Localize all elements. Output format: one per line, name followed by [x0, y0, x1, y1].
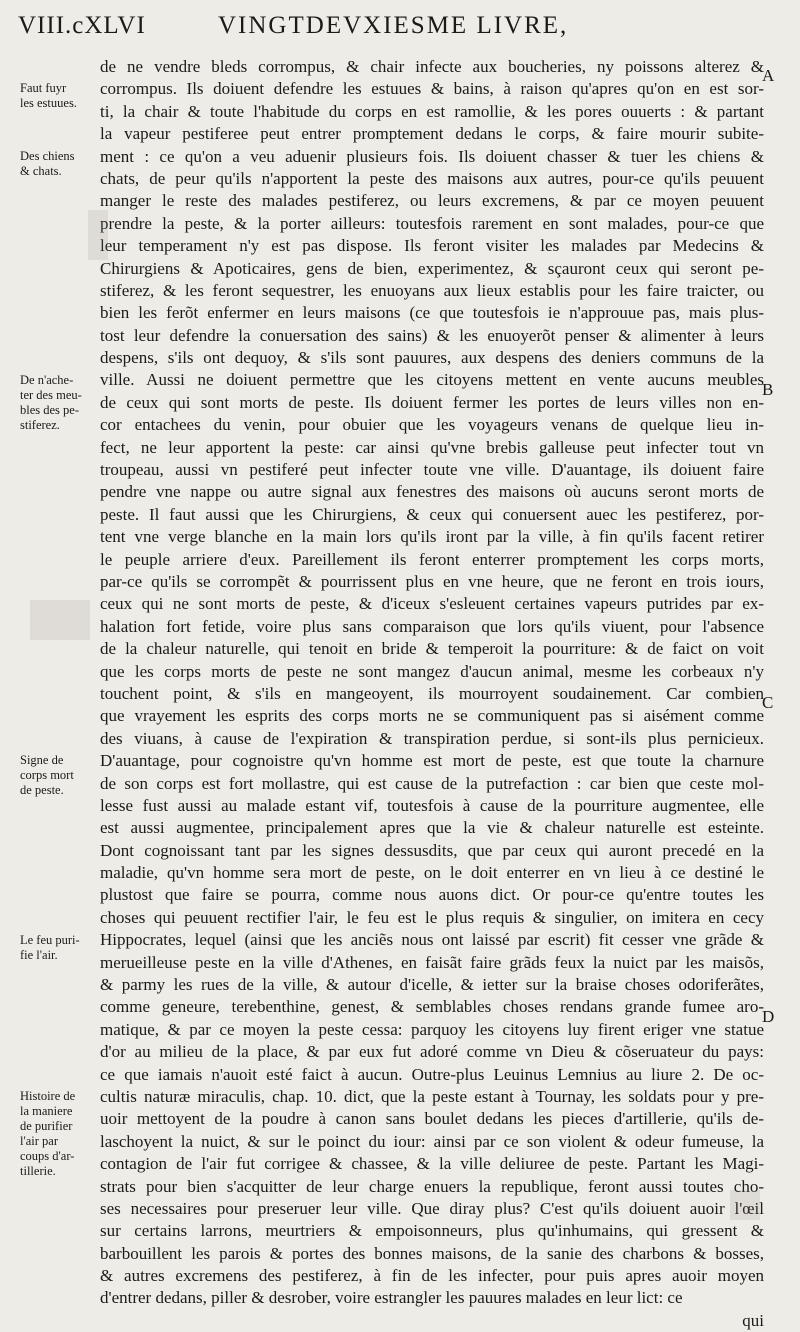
- text-line: corrompus. Ils doiuent defendre les estuues & bains, à raison qu'apres qu'on en est sor-: [100, 79, 764, 99]
- side-note-line: Signe de: [20, 753, 64, 768]
- text-line: despens, s'ils ont dequoy, & s'ils sont pauures, aux despens des deniers communs de la: [100, 348, 764, 368]
- side-note-line: Le feu puri-: [20, 932, 80, 947]
- text-line: barbouillent les parois & portes des bonnes maisons, de la sanie des charbons & bosses,: [100, 1243, 764, 1263]
- side-note-line: l'air par: [20, 1134, 58, 1149]
- text-line: maladie, qu'vn homme sera mort de peste, on le doit enterrer en vn lieu à ce destiné le: [100, 863, 764, 883]
- text-line: laschoyent la nuict, & sur le poinct du iour: ainsi par ce son violent & odeur fumeuse, la: [100, 1131, 764, 1151]
- text-line: & parmy les rues de la ville, & autour d'icelle, & ietter sur la braise choses odoriferãtes,: [100, 975, 764, 995]
- side-note: [20, 373, 100, 433]
- text-line: ses necessaires pour preseruer leur ville. Que diray plus? C'est qu'ils doiuent auoir l'œil: [100, 1198, 764, 1218]
- text-line: uoir mettoyent de la poudre à canon sans boulet dedans les pieces d'artillerie, qu'ils de-: [100, 1109, 764, 1129]
- side-note: [20, 81, 100, 111]
- side-note-line: de purifier: [20, 1119, 73, 1134]
- side-note: [20, 753, 100, 798]
- side-note-line: fie l'air.: [20, 947, 58, 962]
- bleed-through-smudge: [88, 210, 108, 260]
- side-note: [20, 933, 100, 963]
- text-line: choses qui peuuent rectifier l'air, le feu est le plus requis & singulier, on imitera en cecy: [100, 907, 764, 927]
- running-header: [18, 6, 778, 46]
- text-line: cor entachees du venin, pour obuier que les voyageurs venans de quelque lieu in-: [100, 415, 764, 435]
- text-line: par-ce qu'ils se corrompẽt & pourrissent plus en vne heure, que ne feront en trois iours,: [100, 571, 764, 591]
- text-line: matique, & par ce moyen la peste cessa: parquoy les citoyens luy firent eriger vne statue: [100, 1019, 764, 1039]
- text-line: halation fort fetide, voire plus sans comparaison que lors qu'ils viuent, pour l'absence: [100, 616, 764, 636]
- side-note-line: bles des pe-: [20, 402, 80, 417]
- text-line: sur certains larrons, meurtriers & empoisonneurs, plus qu'inhumains, qui gressent &: [100, 1221, 764, 1241]
- side-note-line: stiferez.: [20, 417, 60, 432]
- text-line: chats, de peur qu'ils n'apportent la peste des maisons aux autres, pour-ce qu'ils peuuent: [100, 168, 764, 188]
- text-line: de ceux qui sont morts de peste. Ils doiuent fermer les portes de leurs villes non en-: [100, 392, 764, 412]
- text-line: stiferez, & les feront sequestrer, les enuoyans aux lieux establis pour les faire traicter, ou: [100, 280, 764, 300]
- text-line: leur temperament n'y est pas dispose. Ils feront visiter les malades par Medecins &: [100, 236, 764, 256]
- text-line: ti, la chair & toute l'habitude du corps en est ramollie, & les pores ouuerts : & partant: [100, 101, 764, 121]
- text-line: ceux qui ne sont morts de peste, & d'iceux s'esleuent certaines vapeurs putrides par ex-: [100, 594, 764, 614]
- text-line: pendre vne nappe ou autre signal aux fenestres des maisons où aucuns seront morts de: [100, 482, 764, 502]
- side-note: [20, 149, 100, 179]
- text-line: Chirurgiens & Apoticaires, gens de bien, experimentez, & sçauront ceux qui seront pe-: [100, 258, 764, 278]
- text-line: manger le reste des malades pestiferez, ou leurs excremens, & par ce moyen peuuent: [100, 191, 764, 211]
- text-line: des viuans, à cause de l'expiration & transpiration perdue, si sont-ils plus pernicieux.: [100, 728, 764, 748]
- text-line: le peuple arriere d'eux. Pareillement ils feront enterrer promptement les corps morts,: [100, 549, 764, 569]
- text-line: peste. Il faut aussi que les Chirurgiens, & ceux qui conuersent auec les pestiferez, por-: [100, 504, 764, 524]
- text-line: cultis naturæ miraculis, chap. 10. dict, que la peste estant à Tournay, les soldats pour y pre-: [100, 1086, 764, 1106]
- text-line: lesse fust aussi au malade estant vif, toutesfois à cause de la pourriture augmentee, elle: [100, 795, 764, 815]
- text-line: tent vne verge blanche en la main lors qu'ils iront par la ville, à fin qu'ils facent retirer: [100, 527, 764, 547]
- side-note-line: Faut fuyr: [20, 81, 67, 96]
- text-line: tost leur defendre la conuersation des sains) & les enuoyerõt penser & alimenter à leurs: [100, 325, 764, 345]
- text-line: de ne vendre bleds corrompus, & chair infecte aux boucheries, ny poissons alterez &: [100, 57, 764, 76]
- side-note-line: les estuues.: [20, 96, 77, 111]
- side-note-line: coups d'ar-: [20, 1149, 75, 1164]
- text-line: bien les ferõt enfermer en leurs maisons (ce que toutesfois ie n'approuue pas, mais plus-: [100, 303, 764, 323]
- side-note-line: Histoire de: [20, 1089, 76, 1104]
- folio-number: VIII.cXLVI: [18, 12, 146, 39]
- main-text-block: [100, 56, 764, 1332]
- text-line: de son corps est fort mollastre, qui est cause de la putrefaction : car bien que ceste mol-: [100, 773, 764, 793]
- text-line: ment : ce qu'on a veu aduenir plusieurs fois. Ils doiuent chasser & tuer les chiens &: [100, 146, 764, 166]
- text-line: plustost que faire se pourra, comme nous auons dict. Or pour-ce qu'entre toutes les: [100, 885, 764, 905]
- side-note-line: ter des meu-: [20, 387, 82, 402]
- side-note-line: De n'ache-: [20, 372, 74, 387]
- text-line: Dont cognoissant tant par les signes dessusdits, que par ceux qui auront precedé en la: [100, 840, 764, 860]
- text-line: est aussi augmentee, principalement apres que la vie & chaleur naturelle est esteinte.: [100, 818, 764, 838]
- side-note-line: de peste.: [20, 783, 64, 798]
- running-title: VINGTDEVXIESME LIVRE,: [218, 12, 569, 39]
- section-letter: C: [762, 693, 774, 713]
- side-note-line: tillerie.: [20, 1164, 56, 1179]
- section-letter: B: [762, 379, 774, 399]
- side-note-line: la maniere: [20, 1104, 73, 1119]
- text-line: troupeau, aussi vn pestiferé peut infecter toute vne ville. D'auantage, ils doiuent faire: [100, 460, 764, 480]
- text-line: de la chaleur naturelle, qui tenoit en bride & temperoit la pourriture: & de faict on voit: [100, 639, 764, 659]
- text-line: ce que iamais n'auoit esté faict à aucun. Outre-plus Leuinus Lemnius au liure 2. De oc-: [100, 1064, 764, 1084]
- text-line: contagion de l'air fut corrigee & chassee, & la ville deliuree de peste. Partant les Magi-: [100, 1154, 764, 1174]
- side-note-line: Des chiens: [20, 148, 75, 163]
- text-line: merueilleuse peste en la ville d'Athenes, en faisãt faire grãds feux la nuict par les maisõs,: [100, 952, 764, 972]
- side-note: [20, 1089, 100, 1179]
- text-line: d'entrer dedans, piller & desrober, voire estrangler les pauures malades en leur lict: ce: [100, 1288, 683, 1308]
- text-line: touchent point, & s'ils en mangeoyent, ils mourroyent soudainement. Car combien: [100, 683, 764, 703]
- text-line: D'auantage, pour cognoistre qu'vn homme est mort de peste, est que toute la charnure: [100, 751, 764, 771]
- text-line: fect, ne leur apportent la peste: car ainsi qu'vne brebis galleuse peut infecter tout vn: [100, 437, 764, 457]
- section-letter: D: [762, 1006, 775, 1026]
- text-line: que les corps morts de peste ne sont mangez d'aucun animal, mesme les corbeaux n'y: [100, 661, 764, 681]
- text-line: que vrayement les esprits des corps morts ne se communiquent pas si aisément comme: [100, 706, 764, 726]
- text-line: ville. Aussi ne doiuent permettre que les citoyens mettent en vente aucuns meubles: [100, 370, 764, 390]
- text-line: qui: [742, 1310, 764, 1330]
- text-line: strats pour bien s'acquitter de leur charge enuers la republique, feront aussi toutes cho-: [100, 1176, 764, 1196]
- side-note-line: & chats.: [20, 163, 62, 178]
- text-line: & autres excremens des pestiferez, à fin de les infecter, pour puis apres auoir moyen: [100, 1266, 764, 1286]
- bleed-through-smudge: [730, 1190, 760, 1220]
- section-letter: A: [762, 66, 775, 85]
- text-line: comme geneure, terebenthine, genest, & semblables choses rendans grande fumee aro-: [100, 997, 764, 1017]
- text-line: la vapeur pestiferee peut entrer promptement dedans le corps, & faire mourir subite-: [100, 124, 764, 144]
- text-line: d'or au milieu de la place, & par eux fut adoré comme vn Dieu & cõseruateur du pays:: [100, 1042, 764, 1062]
- side-note-line: corps mort: [20, 768, 74, 783]
- text-line: Hippocrates, lequel (ainsi que les anciẽs nous ont laissé par escrit) fit cesser vne grãde &: [100, 930, 764, 950]
- text-line: prendre la peste, & la porter ailleurs: toutesfois rarement en sont malades, pour-ce que: [100, 213, 764, 233]
- bleed-through-smudge: [30, 600, 90, 640]
